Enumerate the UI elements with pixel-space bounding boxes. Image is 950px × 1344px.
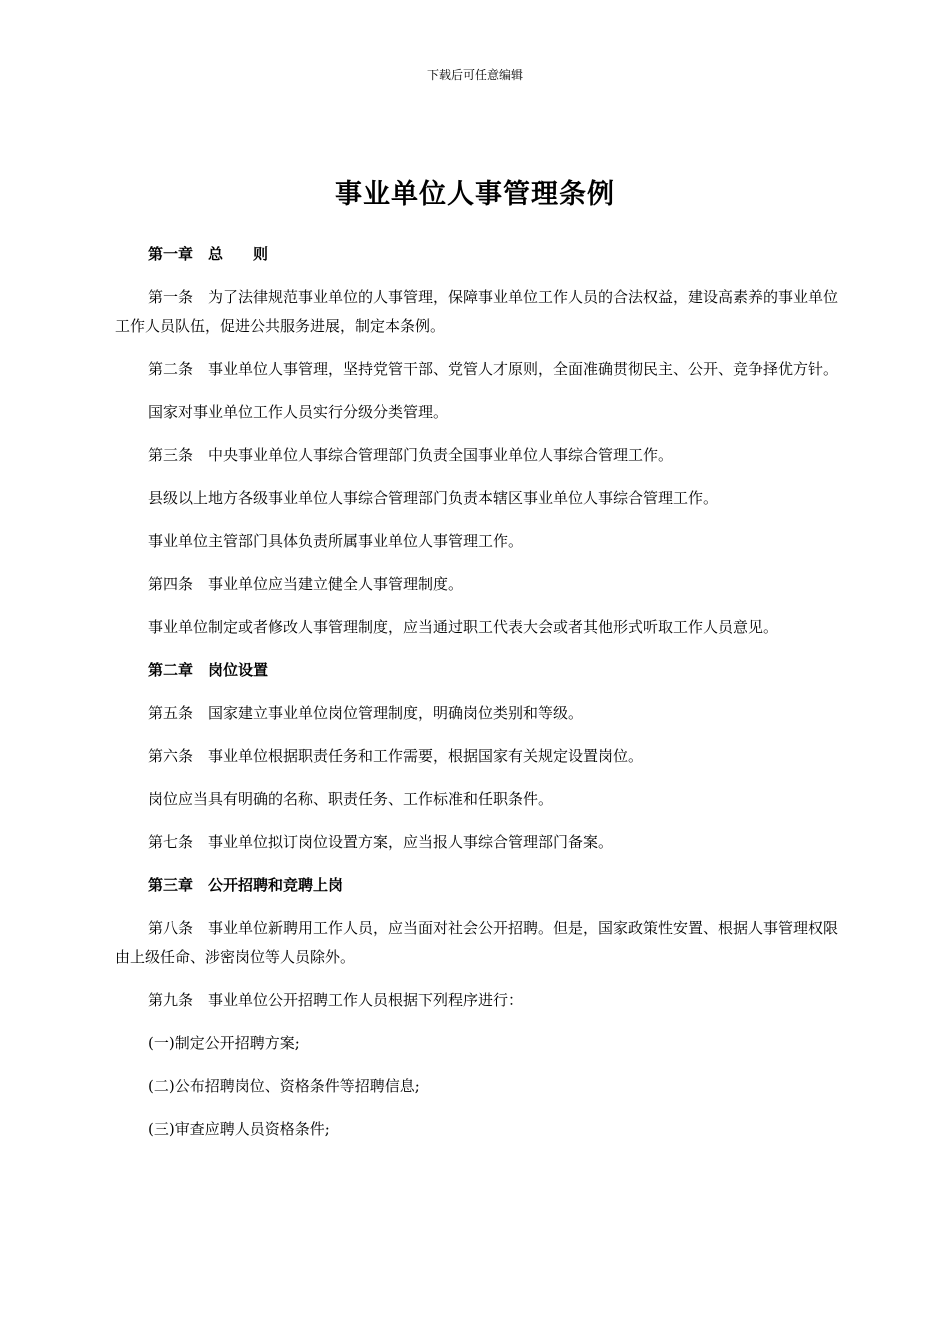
article-paragraph: 第四条 事业单位应当建立健全人事管理制度。 xyxy=(148,575,464,593)
article-paragraph: 事业单位主管部门具体负责所属事业单位人事管理工作。 xyxy=(148,532,524,550)
article-paragraph: 第五条 国家建立事业单位岗位管理制度，明确岗位类别和等级。 xyxy=(148,704,584,722)
article-paragraph: 国家对事业单位工作人员实行分级分类管理。 xyxy=(148,403,449,421)
article-paragraph: 第六条 事业单位根据职责任务和工作需要，根据国家有关规定设置岗位。 xyxy=(148,747,644,765)
article-paragraph: 第八条 事业单位新聘用工作人员，应当面对社会公开招聘。但是，国家政策性安置、根据人事管理权限由上级任命、涉密岗位等人员除外。 xyxy=(115,919,839,966)
list-item: (一)制定公开招聘方案; xyxy=(148,1034,300,1052)
article-paragraph: 第七条 事业单位拟订岗位设置方案，应当报人事综合管理部门备案。 xyxy=(148,833,614,851)
document-body xyxy=(115,240,845,1158)
chapter-heading: 第一章 总 则 xyxy=(148,245,269,263)
article-paragraph: 第一条 为了法律规范事业单位的人事管理，保障事业单位工作人员的合法权益，建设高素养的事业单位工作人员队伍，促进公共服务进展，制定本条例。 xyxy=(115,288,839,335)
article-paragraph: 第九条 事业单位公开招聘工作人员根据下列程序进行： xyxy=(148,991,524,1009)
list-item: (三)审查应聘人员资格条件; xyxy=(148,1120,330,1138)
article-paragraph: 第三条 中央事业单位人事综合管理部门负责全国事业单位人事综合管理工作。 xyxy=(148,446,674,464)
page-header: 下载后可任意编辑 xyxy=(426,68,523,82)
article-paragraph: 岗位应当具有明确的名称、职责任务、工作标准和任职条件。 xyxy=(148,790,554,808)
document-title: 事业单位人事管理条例 xyxy=(335,179,615,210)
article-paragraph: 事业单位制定或者修改人事管理制度，应当通过职工代表大会或者其他形式听取工作人员意见。 xyxy=(148,618,779,636)
list-item: (二)公布招聘岗位、资格条件等招聘信息; xyxy=(148,1077,420,1095)
chapter-heading: 第二章 岗位设置 xyxy=(148,661,269,679)
article-paragraph: 第二条 事业单位人事管理，坚持党管干部、党管人才原则，全面准确贯彻民主、公开、竞争择优方针。 xyxy=(148,360,839,378)
chapter-heading: 第三章 公开招聘和竞聘上岗 xyxy=(148,876,344,894)
article-paragraph: 县级以上地方各级事业单位人事综合管理部门负责本辖区事业单位人事综合管理工作。 xyxy=(148,489,719,507)
